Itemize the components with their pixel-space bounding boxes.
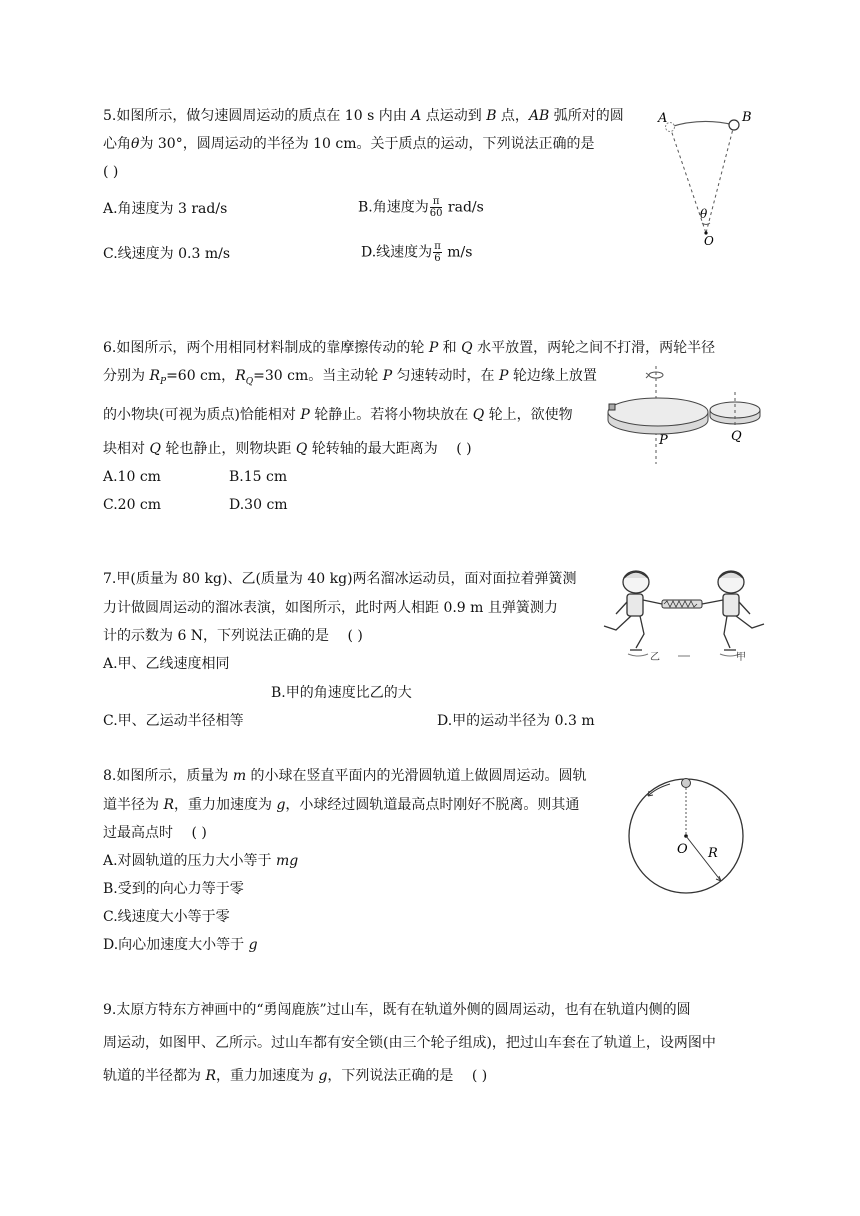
q5-fig-label-b: B bbox=[742, 110, 752, 125]
q6-stem-line3: 的小物块(可视为质点)恰能相对 P 轮静止。若将小物块放在 Q 轮上，欲使物 bbox=[103, 407, 573, 423]
q5-option-c[interactable]: C.线速度为 0.3 m/s bbox=[103, 246, 231, 262]
q7-skaters-figure bbox=[596, 562, 771, 670]
q7-stem-line3: 计的示数为 6 N，下列说法正确的是 ( ) bbox=[103, 628, 363, 644]
q6-stem-line2: 分别为 $R_P=60$ cm，$R_Q=30$ cm。当主动轮 P 匀速转动时，在 P 轮边缘上放置 bbox=[103, 368, 597, 387]
q7-option-b[interactable]: B.甲的角速度比乙的大 bbox=[271, 685, 412, 701]
q5-answer-blank: ( ) bbox=[103, 164, 119, 180]
q7-skater-jia bbox=[702, 571, 764, 650]
q8-option-a[interactable]: A.对圆轨道的压力大小等于 mg bbox=[103, 853, 299, 869]
q5-circular-arc-figure bbox=[650, 105, 760, 250]
q6-option-b[interactable]: B.15 cm bbox=[229, 469, 288, 485]
q8-option-c[interactable]: C.线速度大小等于零 bbox=[103, 909, 230, 925]
q8-stem-line1: 8.如图所示，质量为 m 的小球在竖直平面内的光滑圆轨道上做圆周运动。圆轨 bbox=[103, 768, 587, 784]
q5-point-b-marker bbox=[729, 120, 739, 130]
q8-option-d[interactable]: D.向心加速度大小等于 g bbox=[103, 937, 258, 953]
q6-rotation-arrowhead bbox=[646, 373, 649, 378]
q6-wheel-p-top bbox=[608, 398, 708, 426]
q7-skater-yi bbox=[604, 571, 662, 650]
q6-fig-label-q: Q bbox=[731, 429, 742, 444]
q9-stem-line3: 轨道的半径都为 R，重力加速度为 g，下列说法正确的是 ( ) bbox=[103, 1068, 488, 1084]
q7-spring-scale bbox=[662, 600, 702, 608]
q8-option-b[interactable]: B.受到的向心力等于零 bbox=[103, 881, 244, 897]
q8-fig-label-r: R bbox=[708, 846, 718, 861]
q7-stem-line2: 力计做圆周运动的溜冰表演，如图所示，此时两人相距 0.9 m 且弹簧测力 bbox=[103, 600, 558, 616]
q6-option-a[interactable]: A.10 cm bbox=[103, 469, 161, 485]
q6-option-d[interactable]: D.30 cm bbox=[229, 497, 288, 513]
q7-fig-label-jia: 甲 bbox=[736, 652, 746, 663]
q8-stem-line2: 道半径为 R，重力加速度为 g，小球经过圆轨道最高点时刚好不脱离。则其通 bbox=[103, 797, 580, 813]
q9-stem-line2: 周运动，如图甲、乙所示。过山车都有安全锁(由三个轮子组成)，把过山车套在了轨道上，设两图中 bbox=[103, 1035, 716, 1051]
q7-option-c[interactable]: C.甲、乙运动半径相等 bbox=[103, 713, 244, 729]
q5-option-d[interactable]: D.线速度为 $\frac{\pi}{6}$ m/s bbox=[361, 241, 473, 264]
q6-fig-label-p: P bbox=[659, 433, 668, 448]
q7-option-a[interactable]: A.甲、乙线速度相同 bbox=[103, 656, 230, 672]
q7-fig-label-yi: 乙 bbox=[650, 652, 660, 663]
q5-option-b-fraction: $\frac{\pi}{60}$ bbox=[429, 196, 443, 219]
q9-stem-line1: 9.太原方特东方神画中的“勇闯鹿族”过山车，既有在轨道外侧的圆周运动，也有在轨道内侧的圆 bbox=[103, 1002, 691, 1018]
q5-fig-label-theta: θ bbox=[700, 207, 708, 221]
q5-fig-label-a: A bbox=[658, 111, 668, 126]
q8-ball bbox=[682, 779, 691, 788]
q5-angle-arc bbox=[702, 223, 710, 225]
q5-arc-ab bbox=[670, 121, 734, 127]
q6-stem-line1: 6.如图所示，两个用相同材料制成的靠摩擦传动的轮 P 和 Q 水平放置，两轮之间不打滑，两轮半径 bbox=[103, 340, 716, 356]
q7-option-d[interactable]: D.甲的运动半径为 0.3 m bbox=[437, 713, 595, 729]
q7-skate-trail-yi bbox=[628, 654, 648, 656]
q8-stem-line3: 过最高点时 ( ) bbox=[103, 825, 207, 841]
q5-radius-ob bbox=[706, 125, 734, 233]
q7-stem-line1: 7.甲(质量为 80 kg)、乙(质量为 40 kg)两名溜冰运动员，面对面拉着弹簧测 bbox=[103, 571, 577, 587]
q5-option-a[interactable]: A.角速度为 3 rad/s bbox=[103, 201, 228, 217]
q5-stem-line1: 5.如图所示，做匀速圆周运动的质点在 10 s 内由 A 点运动到 B 点，AB 弧所对的圆 bbox=[103, 108, 624, 124]
q5-stem-line2: 心角θ为 30°，圆周运动的半径为 10 cm。关于质点的运动，下列说法正确的是 bbox=[103, 136, 595, 152]
q6-option-c[interactable]: C.20 cm bbox=[103, 497, 162, 513]
q6-friction-wheels-figure bbox=[605, 364, 765, 474]
q5-fig-label-o: O bbox=[704, 234, 714, 248]
q8-fig-label-o: O bbox=[677, 842, 688, 857]
q5-option-d-fraction: $\frac{\pi}{6}$ bbox=[434, 241, 441, 264]
q8-vertical-circle-figure bbox=[624, 774, 748, 898]
q6-small-block bbox=[609, 404, 615, 410]
q5-option-b[interactable]: B.角速度为 $\frac{\pi}{60}$ rad/s bbox=[358, 196, 484, 219]
q6-stem-line4: 块相对 Q 轮也静止，则物块距 Q 轮转轴的最大距离为 ( ) bbox=[103, 441, 472, 457]
